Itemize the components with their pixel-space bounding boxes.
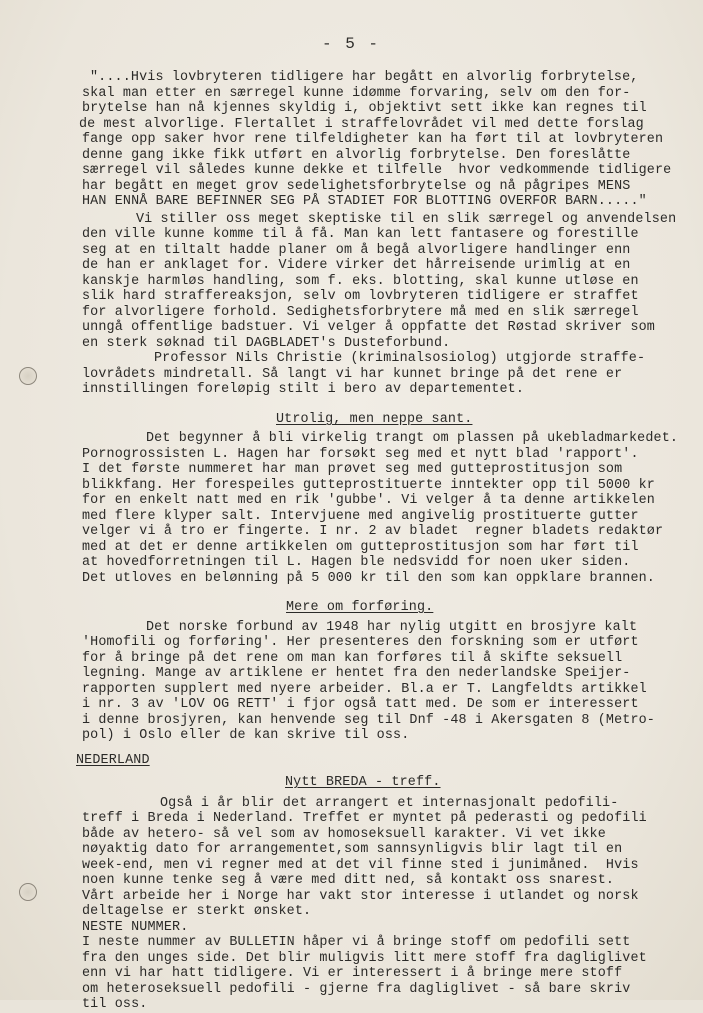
text-line: deltagelse er sterkt ønsket. <box>82 904 312 919</box>
text-line: I det første nummeret har man prøvet seg med gutteprostitusjon som <box>82 462 623 477</box>
text-line: at hovedforretningen til L. Hagen ble nedsvidd for noen uker siden. <box>82 555 631 570</box>
text-line: Det begynner å bli virkelig trangt om plassen på ukebladmarkedet. <box>146 431 679 446</box>
page-number: - 5 - <box>322 35 381 53</box>
section-heading: Nytt BREDA - treff. <box>285 775 441 790</box>
text-line: i nr. 3 av 'LOV OG RETT' i fjor også tatt med. De som er interessert <box>82 697 639 712</box>
punch-hole-icon <box>19 883 37 901</box>
text-line: slik hard straffereaksjon, selv om lovbryteren tidligere er straffet <box>82 289 639 304</box>
text-line: Også i år blir det arrangert et internasjonalt pedofili- <box>160 796 619 811</box>
text-line: lovrådets mindretall. Så langt vi har kunnet bringe på det rene er <box>82 367 623 382</box>
text-line: velger vi å tro er fingerte. I nr. 2 av bladet regner bladets redaktør <box>82 524 664 539</box>
text-line: innstillingen foreløpig stilt i bero av departementet. <box>82 382 525 397</box>
text-line: HAN ENNÅ BARE BEFINNER SEG PÅ STADIET FOR BLOTTING OVERFOR BARN....." <box>82 194 647 209</box>
text-line: enn vi har hatt tidligere. Vi er interessert i å bringe mere stoff <box>82 966 623 981</box>
text-line: 'Homofili og forføring'. Her presenteres den forskning som er utført <box>82 635 639 650</box>
text-line: med flere klyper salt. Intervjuene med angivelig prostituerte gutter <box>82 509 639 524</box>
text-line: med at det er denne artikkelen om gutteprostitusjon som har ført til <box>82 540 639 555</box>
text-line: fra den unges side. Det blir muligvis litt mere stoff fra dagliglivet <box>82 951 647 966</box>
text-line: de mest alvorlige. Flertallet i straffelovrådet vil med dette forslag <box>79 117 644 132</box>
text-line: Vårt arbeide her i Norge har vakt stor interesse i utlandet og norsk <box>82 889 639 904</box>
text-line: om heteroseksuell pedofili - gjerne fra dagliglivet - så bare skriv <box>82 982 631 997</box>
text-line: fange opp saker hvor rene tilfeldigheter kan ha ført til at lovbryteren <box>82 132 664 147</box>
text-line: til oss. <box>82 997 148 1012</box>
text-line: har begått en meget grov sedelighetsforbrytelse og nå pågripes MENS <box>82 179 631 194</box>
text-line: særregel vil således kunne dekke et tilfelle hvor vedkommende tidligere <box>82 163 672 178</box>
text-line: NESTE NUMMER. <box>82 920 189 935</box>
text-line: treff i Breda i Nederland. Treffet er myntet på pederasti og pedofili <box>82 811 647 826</box>
text-line: for en enkelt natt med en rik 'gubbe'. Vi velger å ta denne artikkelen <box>82 493 655 508</box>
text-line: for å bringe på det rene om man kan forføres til å skifte seksuell <box>82 651 623 666</box>
text-line: I neste nummer av BULLETIN håper vi å bringe stoff om pedofili sett <box>82 935 631 950</box>
text-line: blikkfang. Her forespeiles gutteprostituerte inntekter opp til 5000 kr <box>82 478 655 493</box>
text-line: de han er anklaget for. Videre virker det hårreisende urimlig at en <box>82 258 631 273</box>
text-line: pol) i Oslo eller de kan skrive til oss. <box>82 728 410 743</box>
text-line: rapporten supplert med nyere arbeider. Bl.a er T. Langfeldts artikkel <box>82 682 647 697</box>
text-line: i denne brosjyren, kan henvende seg til Dnf -48 i Akersgaten 8 (Metro- <box>82 713 655 728</box>
text-line: for alvorligere forhold. Sedighetsforbrytere må med en slik særregel <box>82 305 639 320</box>
section-heading: Mere om forføring. <box>286 600 434 615</box>
text-line: "....Hvis lovbryteren tidligere har begått en alvorlig forbrytelse, <box>90 70 639 85</box>
text-line: en sterk søknad til DAGBLADET's Dusteforbund. <box>82 336 451 351</box>
text-line: brytelse han nå kjennes skyldig i, objektivt sett ikke kan regnes til <box>82 101 647 116</box>
text-line: skal man etter en særregel kunne idømme forvaring, selv om den for- <box>82 86 631 101</box>
text-line: nøyaktig dato for arrangementet,som sannsynligvis blir lagt til en <box>82 842 623 857</box>
text-line: legning. Mange av artiklene er hentet fra den nederlandske Speijer- <box>82 666 631 681</box>
text-line: den ville kunne komme til å få. Man kan lett fantasere og forestille <box>82 227 639 242</box>
text-line: noen kunne tenke seg å være med ditt ned, så kontakt oss snarest. <box>82 873 615 888</box>
text-line: week-end, men vi regner med at det vil finne sted i junimåned. Hvis <box>82 858 639 873</box>
section-heading: Utrolig, men neppe sant. <box>276 412 473 427</box>
text-line: Vi stiller oss meget skeptiske til en slik særregel og anvendelsen <box>136 212 677 227</box>
punch-hole-icon <box>19 367 37 385</box>
text-line: Professor Nils Christie (kriminalsosiolog) utgjorde straffe- <box>154 351 646 366</box>
text-line: denne gang ikke fikk utført en alvorlig forbrytelse. Den foreslåtte <box>82 148 631 163</box>
section-heading: NEDERLAND <box>76 753 150 768</box>
text-line: både av hetero- så vel som av homoseksuell karakter. Vi vet ikke <box>82 827 606 842</box>
text-line: Det utloves en belønning på 5 000 kr til den som kan oppklare brannen. <box>82 571 655 586</box>
text-line: Pornogrossisten L. Hagen har forsøkt seg med et nytt blad 'rapport'. <box>82 447 639 462</box>
text-line: seg at en tiltalt hadde planer om å begå alvorligere handlinger enn <box>82 243 631 258</box>
text-line: unngå offentlige badstuer. Vi velger å oppfatte det Røstad skriver som <box>82 320 655 335</box>
text-line: Det norske forbund av 1948 har nylig utgitt en brosjyre kalt <box>146 620 638 635</box>
text-line: kanskje harmløs handling, som f. eks. blotting, skal kunne utløse en <box>82 274 639 289</box>
